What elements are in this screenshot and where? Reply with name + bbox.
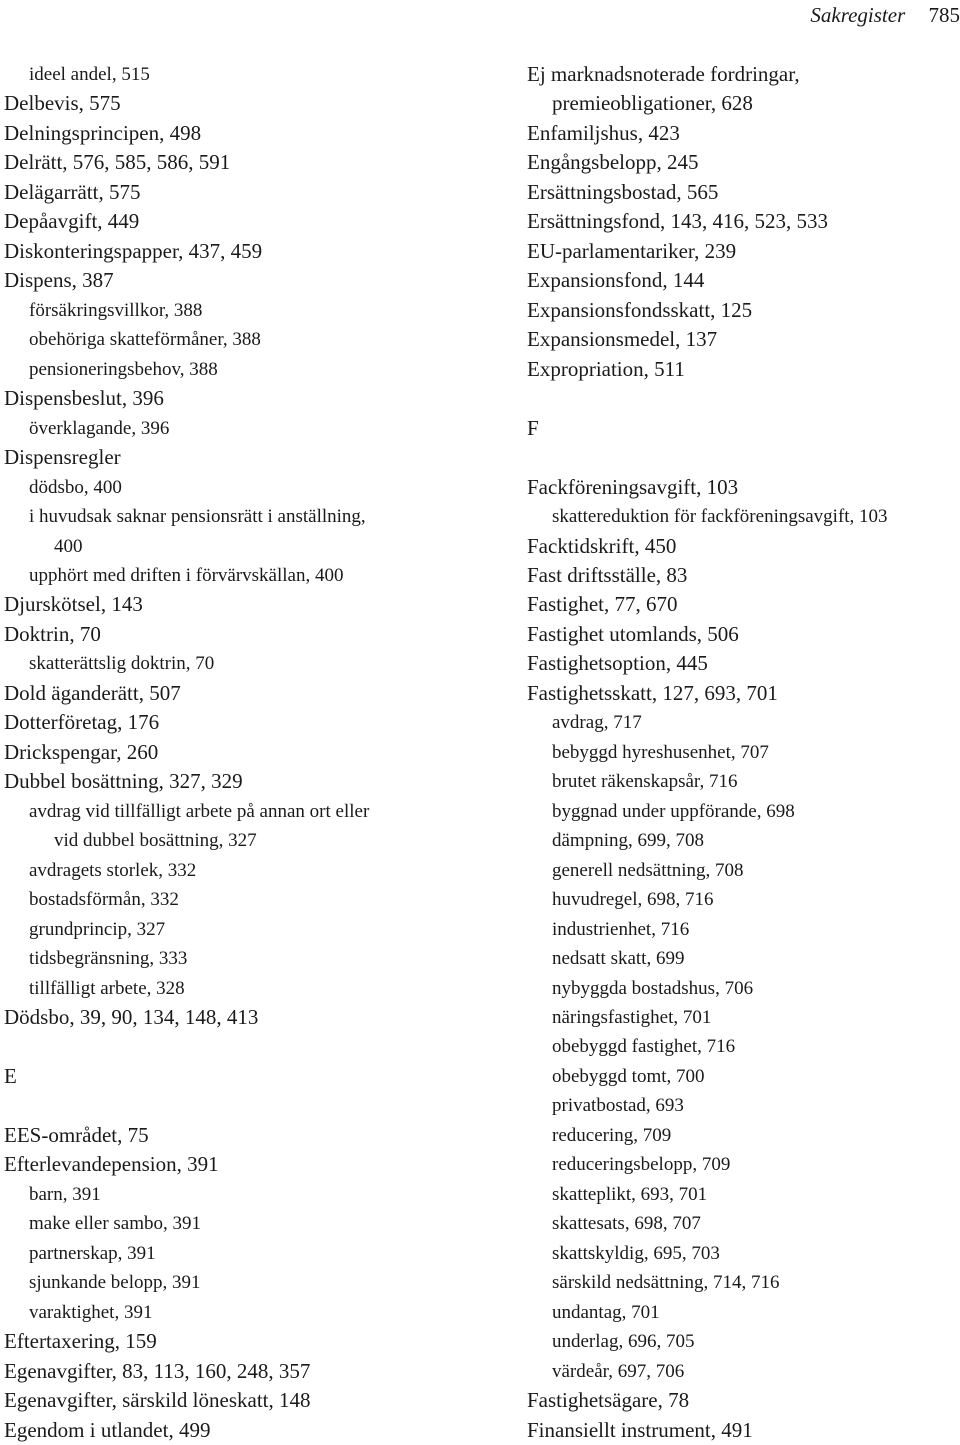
index-entry: Finansiellt instrument, 491: [527, 1416, 960, 1445]
index-entry-continuation: 400: [4, 532, 474, 561]
index-entry: Drickspengar, 260: [4, 738, 474, 767]
index-entry: Ersättningsfond, 143, 416, 523, 533: [527, 207, 960, 236]
index-entry: Facktidskrift, 450: [527, 532, 960, 561]
index-entry: Fastighetsoption, 445: [527, 649, 960, 678]
index-entry: Ej marknadsnoterade fordringar,: [527, 60, 960, 89]
index-subentry: skattereduktion för fackföreningsavgift, 103: [527, 502, 960, 531]
spacer: [4, 1091, 474, 1120]
index-entry: EES-området, 75: [4, 1121, 474, 1150]
index-subentry: sjunkande belopp, 391: [4, 1268, 474, 1297]
index-entry: Egenavgifter, 83, 113, 160, 248, 357: [4, 1357, 474, 1386]
index-entry: Fastighet, 77, 670: [527, 590, 960, 619]
index-subentry: särskild nedsättning, 714, 716: [527, 1268, 960, 1297]
index-subentry: brutet räkenskapsår, 716: [527, 767, 960, 796]
index-subentry: försäkringsvillkor, 388: [4, 296, 474, 325]
index-subentry: upphört med driften i förvärvskällan, 400: [4, 561, 474, 590]
index-subentry: värdeår, 697, 706: [527, 1357, 960, 1386]
index-entry: Dotterföretag, 176: [4, 708, 474, 737]
index-subentry: underlag, 696, 705: [527, 1327, 960, 1356]
page-header: [810, 0, 960, 30]
index-entry: Eftertaxering, 159: [4, 1327, 474, 1356]
index-subentry: generell nedsättning, 708: [527, 856, 960, 885]
index-subentry: partnerskap, 391: [4, 1239, 474, 1268]
index-entry: Doktrin, 70: [4, 620, 474, 649]
index-entry: Dispensregler: [4, 443, 474, 472]
index-entry: Dispensbeslut, 396: [4, 384, 474, 413]
spacer: [527, 384, 960, 413]
index-subentry: obebyggd tomt, 700: [527, 1062, 960, 1091]
index-entry: Egendom i utlandet, 499: [4, 1416, 474, 1445]
index-subentry: byggnad under uppförande, 698: [527, 797, 960, 826]
index-entry: Ersättningsbostad, 565: [527, 178, 960, 207]
index-subentry: tillfälligt arbete, 328: [4, 974, 474, 1003]
page-number: 785: [929, 3, 960, 27]
index-entry: Expropriation, 511: [527, 355, 960, 384]
index-entry: Expansionsfond, 144: [527, 266, 960, 295]
running-title: Sakregister: [810, 3, 905, 27]
index-subentry: obehöriga skatteförmåner, 388: [4, 325, 474, 354]
index-subentry: huvudregel, 698, 716: [527, 885, 960, 914]
index-subentry: i huvudsak saknar pensionsrätt i anställning,: [4, 502, 474, 531]
index-subentry: reducering, 709: [527, 1121, 960, 1150]
index-subentry: obebyggd fastighet, 716: [527, 1032, 960, 1061]
index-entry: Diskonteringspapper, 437, 459: [4, 237, 474, 266]
index-entry-continuation: premieobligationer, 628: [527, 89, 960, 118]
index-entry-continuation: vid dubbel bosättning, 327: [4, 826, 474, 855]
index-subentry: dämpning, 699, 708: [527, 826, 960, 855]
index-subentry: skatteplikt, 693, 701: [527, 1180, 960, 1209]
index-entry: Delägarrätt, 575: [4, 178, 474, 207]
index-subentry: dödsbo, 400: [4, 473, 474, 502]
index-subentry: reduceringsbelopp, 709: [527, 1150, 960, 1179]
index-entry: Depåavgift, 449: [4, 207, 474, 236]
section-letter: E: [4, 1062, 474, 1091]
index-subentry: barn, 391: [4, 1180, 474, 1209]
index-entry: Dold äganderätt, 507: [4, 679, 474, 708]
index-entry: Dispens, 387: [4, 266, 474, 295]
index-entry: Fastighetsägare, 78: [527, 1386, 960, 1415]
index-entry: Delningsprincipen, 498: [4, 119, 474, 148]
index-entry: Delbevis, 575: [4, 89, 474, 118]
index-subentry: nedsatt skatt, 699: [527, 944, 960, 973]
index-subentry: privatbostad, 693: [527, 1091, 960, 1120]
index-entry: Dödsbo, 39, 90, 134, 148, 413: [4, 1003, 474, 1032]
index-subentry: avdrag vid tillfälligt arbete på annan ort eller: [4, 797, 474, 826]
index-subentry: undantag, 701: [527, 1298, 960, 1327]
index-entry: Expansionsmedel, 137: [527, 325, 960, 354]
index-subentry: varaktighet, 391: [4, 1298, 474, 1327]
index-subentry: näringsfastighet, 701: [527, 1003, 960, 1032]
index-entry: Djurskötsel, 143: [4, 590, 474, 619]
index-subentry: skattesats, 698, 707: [527, 1209, 960, 1238]
index-entry: Efterlevandepension, 391: [4, 1150, 474, 1179]
index-column-right: [527, 60, 960, 1445]
spacer: [4, 1032, 474, 1061]
index-entry: Expansionsfondsskatt, 125: [527, 296, 960, 325]
index-entry: Enfamiljshus, 423: [527, 119, 960, 148]
index-subentry: grundprincip, 327: [4, 915, 474, 944]
index-subentry: avdrag, 717: [527, 708, 960, 737]
index-subentry: ideel andel, 515: [4, 60, 474, 89]
spacer: [527, 443, 960, 472]
index-entry: Egenavgifter, särskild löneskatt, 148: [4, 1386, 474, 1415]
index-entry: Fast driftsställe, 83: [527, 561, 960, 590]
index-subentry: skattskyldig, 695, 703: [527, 1239, 960, 1268]
index-column-left: [4, 60, 474, 1445]
section-letter: F: [527, 414, 960, 443]
index-subentry: nybyggda bostadshus, 706: [527, 974, 960, 1003]
index-subentry: skatterättslig doktrin, 70: [4, 649, 474, 678]
index-subentry: industrienhet, 716: [527, 915, 960, 944]
index-subentry: överklagande, 396: [4, 414, 474, 443]
index-subentry: make eller sambo, 391: [4, 1209, 474, 1238]
index-entry: Engångsbelopp, 245: [527, 148, 960, 177]
index-subentry: tidsbegränsning, 333: [4, 944, 474, 973]
index-entry: Fastighet utomlands, 506: [527, 620, 960, 649]
index-subentry: bostadsförmån, 332: [4, 885, 474, 914]
index-entry: Fackföreningsavgift, 103: [527, 473, 960, 502]
index-subentry: pensioneringsbehov, 388: [4, 355, 474, 384]
index-entry: Delrätt, 576, 585, 586, 591: [4, 148, 474, 177]
index-entry: Fastighetsskatt, 127, 693, 701: [527, 679, 960, 708]
index-entry: EU-parlamentariker, 239: [527, 237, 960, 266]
index-subentry: bebyggd hyreshusenhet, 707: [527, 738, 960, 767]
index-subentry: avdragets storlek, 332: [4, 856, 474, 885]
index-entry: Dubbel bosättning, 327, 329: [4, 767, 474, 796]
